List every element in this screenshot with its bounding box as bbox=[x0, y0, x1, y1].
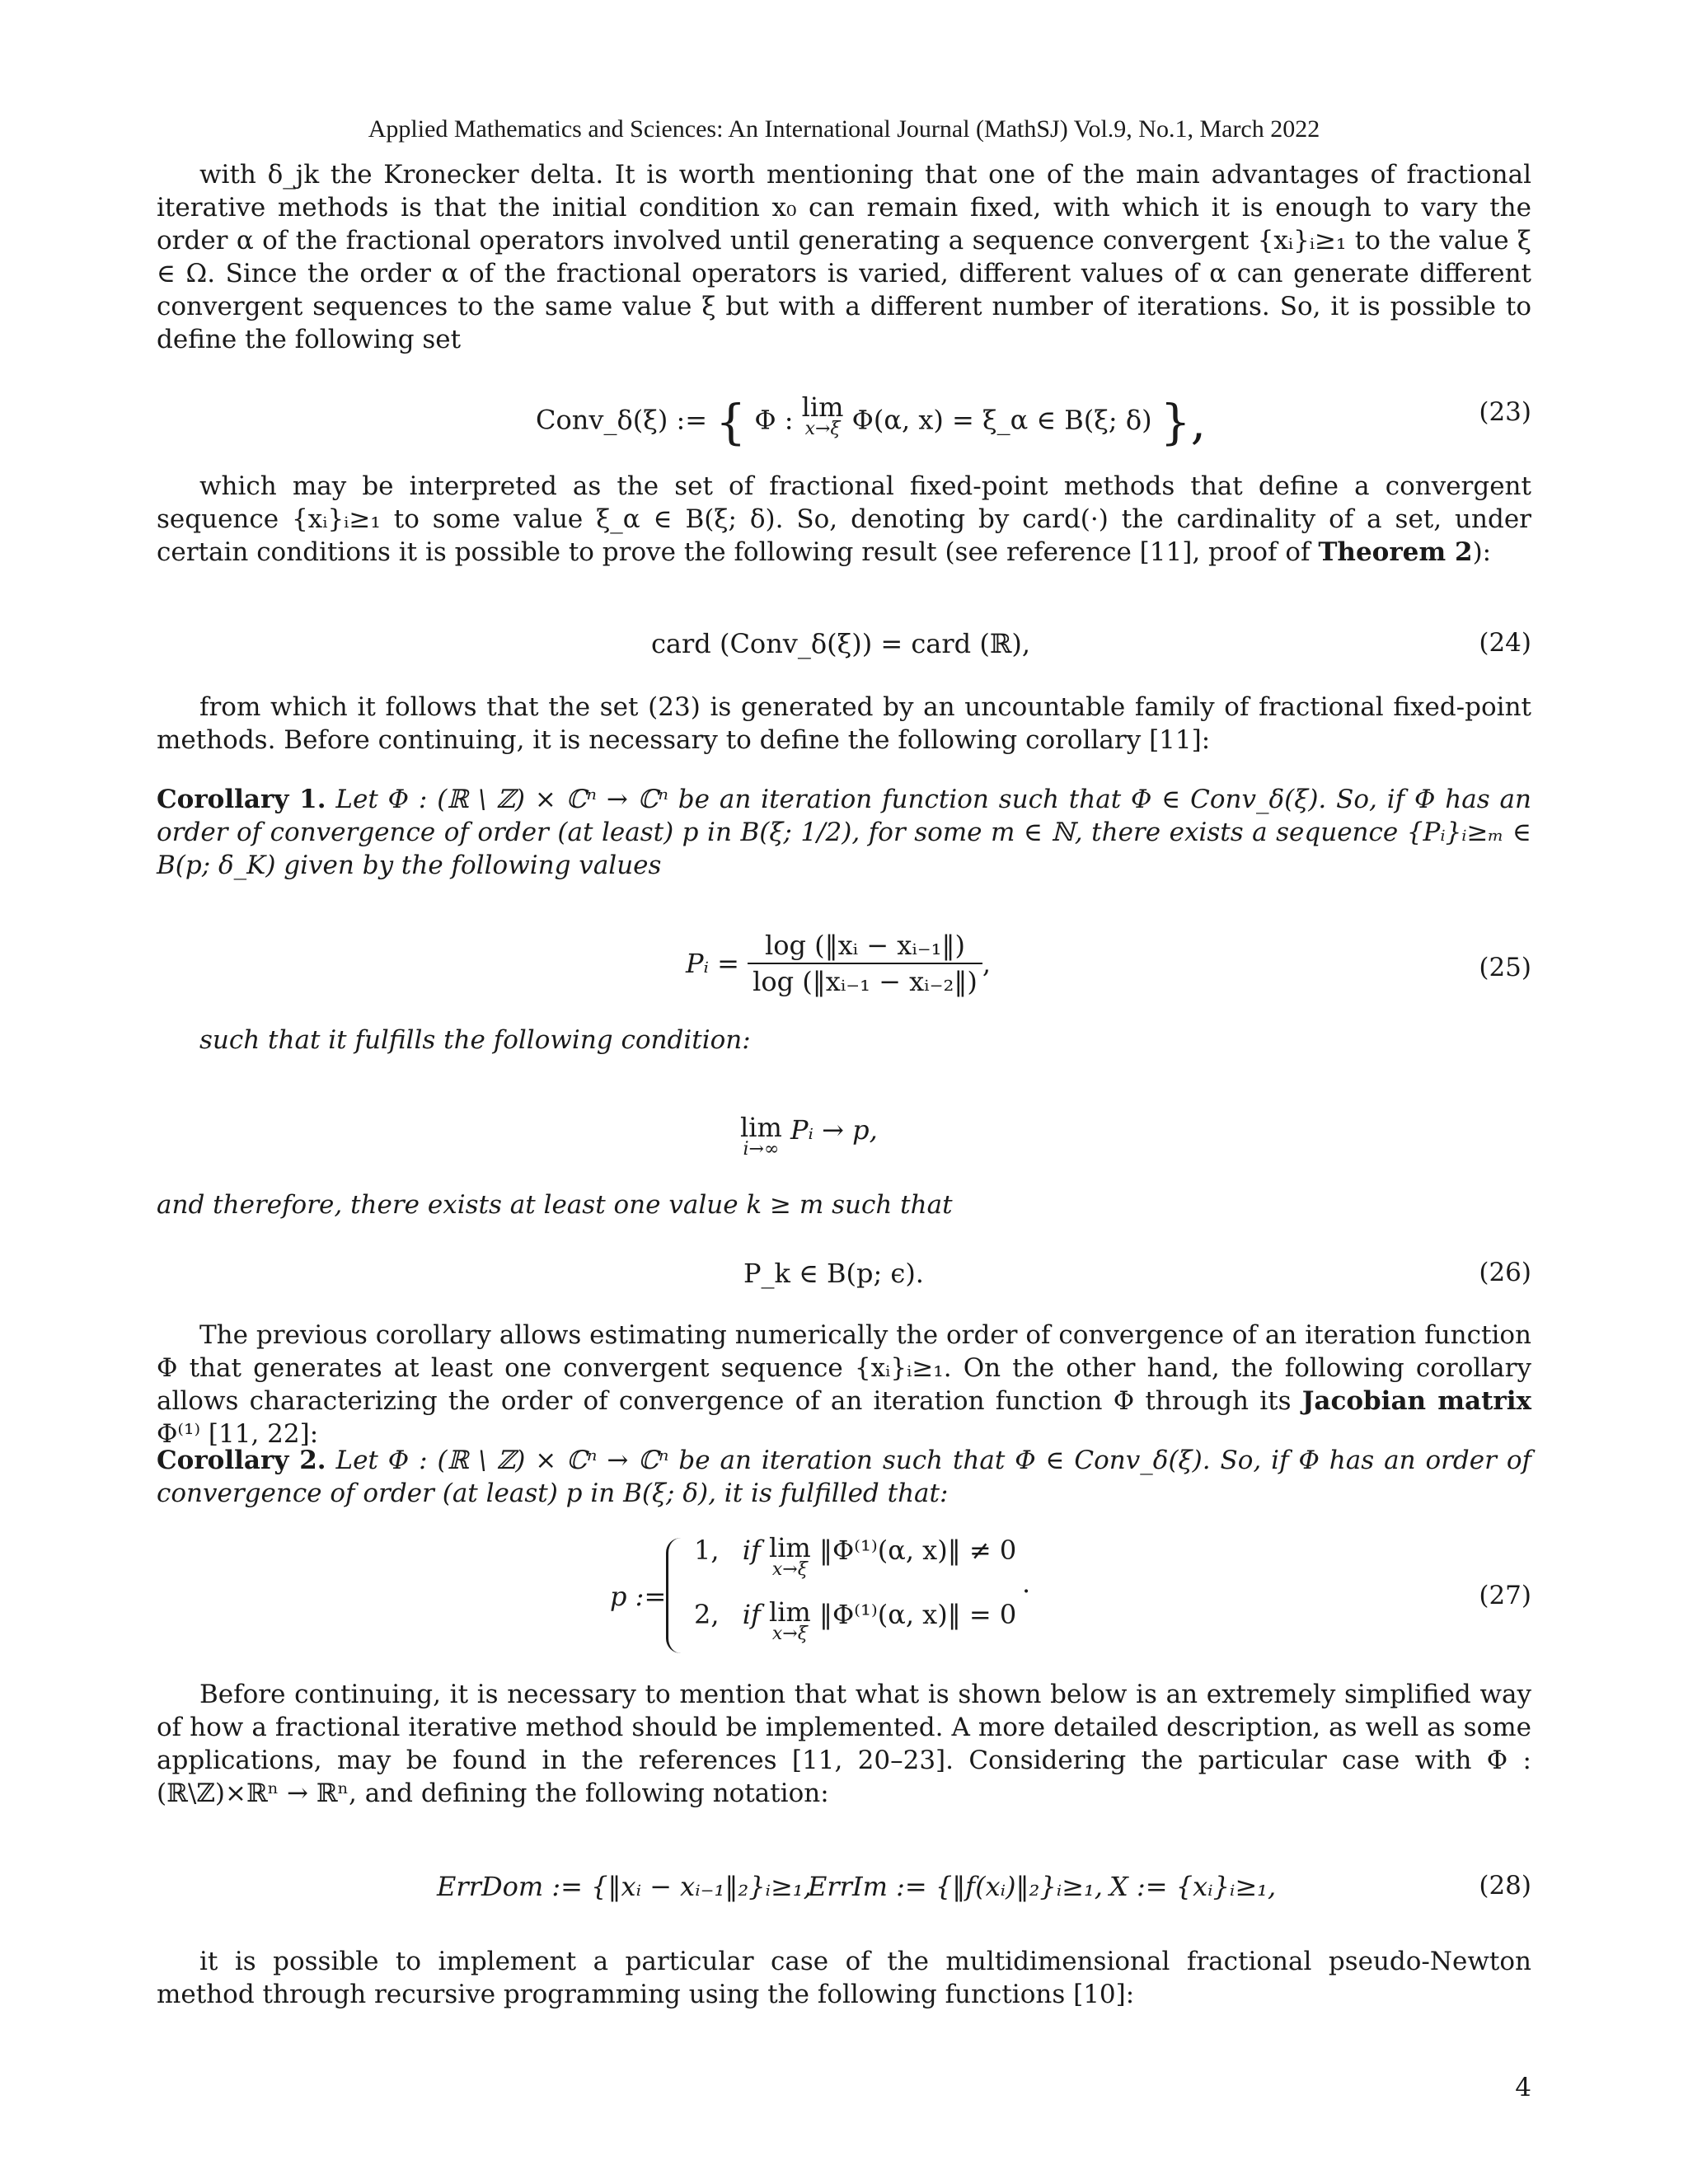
p2-text: which may be interpreted as the set of fractional fixed-point methods that define a convergent sequence {xᵢ}ᵢ≥₁ to some value ξ_α ∈ B(ξ; δ). So, denoting by card(·) the cardinality of a set, under certain conditions it is possible to prove the following result (see reference [11], proof of bbox=[157, 471, 1531, 567]
paragraph-implementation: Before continuing, it is necessary to mention that what is shown below is an extremely simplified way of how a fractional iterative method should be implemented. A more detailed description, as well as some applications, may be found in the references [11, 20–23]. Considering the particular case with Φ : (ℝ\ℤ)×ℝⁿ → ℝⁿ, and defining the following notation: bbox=[157, 1680, 1531, 1808]
eq25-denominator: log (‖xᵢ₋₁ − xᵢ₋₂‖) bbox=[753, 966, 978, 997]
corollary-2-label: Corollary 2. bbox=[157, 1446, 326, 1475]
eq28-errdom: ErrDom := {‖xᵢ − xᵢ₋₁‖₂}ᵢ≥₁, bbox=[437, 1871, 812, 1902]
eq28-number: (28) bbox=[1479, 1871, 1531, 1900]
p4-end: Φ⁽¹⁾ [11, 22]: bbox=[157, 1419, 319, 1449]
eq27-case2-lim-sub: x→ξ bbox=[771, 1624, 808, 1644]
eq27-case1-if: if bbox=[742, 1535, 761, 1566]
limit-rest: Pᵢ → p, bbox=[790, 1114, 878, 1146]
eq27-case2-rest: ‖Φ⁽¹⁾(α, x)‖ = 0 bbox=[818, 1599, 1017, 1630]
eq25-numerator: log (‖xᵢ − xᵢ₋₁‖) bbox=[748, 930, 982, 964]
eq28-x: X := {xᵢ}ᵢ≥₁, bbox=[1109, 1871, 1277, 1902]
eq23-left: Φ : bbox=[754, 404, 794, 436]
eq25-number: (25) bbox=[1479, 953, 1531, 982]
eq23-close-brace: }, bbox=[1160, 394, 1207, 450]
equation-25 bbox=[157, 930, 1531, 1012]
p2-end: ): bbox=[1472, 537, 1492, 567]
corollary-1-condition: such that it fulfills the following condition: bbox=[199, 1025, 751, 1055]
journal-header: Applied Mathematics and Sciences: An International Journal (MathSJ) Vol.9, No.1, March 2022 bbox=[368, 115, 1320, 143]
paragraph-intro: with δ_jk the Kronecker delta. It is worth mentioning that one of the main advantages of fractional iterative methods is that the initial condition x₀ can remain fixed, with which it is enough to vary the order α of the fractional operators involved until generating a sequence convergent {xᵢ}ᵢ≥₁ to the value ξ ∈ Ω. Since the order α of the fractional operators is varied, different values of α can generate different convergent sequences to the same value ξ but with a different number of iterations. So, it is possible to define the following set bbox=[157, 160, 1531, 354]
limit-word: lim bbox=[740, 1112, 782, 1143]
equation-26 bbox=[157, 1258, 1531, 1291]
p2-theorem-ref: Theorem 2 bbox=[1318, 537, 1473, 567]
paragraph-order-estimate bbox=[157, 1319, 1531, 1451]
eq27-case-1 bbox=[694, 1532, 1017, 1580]
eq27-case2-if: if bbox=[742, 1599, 761, 1630]
eq23-lim-sub: x→ξ bbox=[804, 419, 841, 439]
eq27-case2-lim bbox=[768, 1596, 811, 1644]
p4-text: The previous corollary allows estimating numerically the order of convergence of an iteration function Φ that generates at least one convergent sequence {xᵢ}ᵢ≥₁. On the other hand, the following corollary allows characterizing the order of convergence of an iteration function Φ through its bbox=[157, 1320, 1531, 1416]
eq28-errim: ErrIm := {‖f(xᵢ)‖₂}ᵢ≥₁, bbox=[808, 1871, 1103, 1902]
eq27-case2-lim-word: lim bbox=[768, 1596, 811, 1628]
limit-operator bbox=[740, 1114, 782, 1159]
equation-limit bbox=[157, 1114, 1531, 1164]
eq27-left-brace bbox=[666, 1538, 683, 1653]
eq24-number: (24) bbox=[1479, 628, 1531, 658]
eq27-lhs: p := bbox=[610, 1581, 667, 1612]
corollary-1-therefore: and therefore, there exists at least one value k ≥ m such that bbox=[157, 1190, 953, 1220]
eq24-body: card (Conv_δ(ξ)) = card (ℝ), bbox=[651, 628, 1031, 659]
eq26-number: (26) bbox=[1479, 1258, 1531, 1287]
limit-sub: i→∞ bbox=[743, 1139, 780, 1160]
eq23-number: (23) bbox=[1479, 397, 1531, 427]
paragraph-conv-set bbox=[157, 470, 1531, 569]
eq23-lim bbox=[801, 391, 844, 439]
eq25-lhs: Pᵢ = bbox=[686, 948, 739, 979]
equation-27 bbox=[157, 1532, 1531, 1658]
eq27-case1-rest: ‖Φ⁽¹⁾(α, x)‖ ≠ 0 bbox=[818, 1535, 1017, 1566]
corollary-1-text: Let Φ : (ℝ \ ℤ) × ℂⁿ → ℂⁿ be an iteration function such that Φ ∈ Conv_δ(ξ). So, if Φ has an order of convergence of order (at least) p in B(ξ; 1/2), for some m ∈ ℕ, there exists a sequence {Pᵢ}ᵢ≥ₘ ∈ B(p; δ_K) given by the following values bbox=[157, 785, 1531, 880]
equation-23 bbox=[157, 387, 1531, 450]
paragraph-uncountable: from which it follows that the set (23) is generated by an uncountable family of fractional fixed-point methods. Before continuing, it is necessary to define the following corollary [11]: bbox=[157, 692, 1531, 755]
corollary-2 bbox=[157, 1444, 1531, 1510]
eq23-lim-word: lim bbox=[801, 391, 844, 423]
eq27-case1-value: 1, bbox=[694, 1535, 720, 1566]
corollary-1-label: Corollary 1. bbox=[157, 785, 326, 814]
eq27-case1-lim-sub: x→ξ bbox=[771, 1559, 808, 1580]
eq25-fraction bbox=[748, 930, 982, 997]
paragraph-recursive: it is possible to implement a particular case of the multidimensional fractional pseudo-Newton method through recursive programming using the following functions [10]: bbox=[157, 1947, 1531, 2009]
eq27-case1-lim bbox=[768, 1532, 811, 1580]
eq27-case-2 bbox=[694, 1596, 1017, 1644]
equation-24 bbox=[157, 628, 1531, 661]
eq27-number: (27) bbox=[1479, 1581, 1531, 1610]
eq27-case1-lim-word: lim bbox=[768, 1532, 811, 1563]
corollary-2-text: Let Φ : (ℝ \ ℤ) × ℂⁿ → ℂⁿ be an iteration such that Φ ∈ Conv_δ(ξ). So, if Φ has an order of convergence of order (at least) p in B(ξ; δ), it is fulfilled that: bbox=[157, 1446, 1532, 1508]
eq27-case2-value: 2, bbox=[694, 1599, 720, 1630]
eq23-lhs: Conv_δ(ξ) := bbox=[536, 404, 708, 436]
page-number: 4 bbox=[1515, 2073, 1531, 2102]
corollary-1 bbox=[157, 783, 1531, 882]
eq23-open-brace: { bbox=[715, 394, 747, 450]
equation-28 bbox=[157, 1871, 1531, 1912]
eq26-body: P_k ∈ B(p; ϵ). bbox=[743, 1258, 924, 1289]
eq23-right: Φ(α, x) = ξ_α ∈ B(ξ; δ) bbox=[851, 404, 1152, 436]
paper-page bbox=[157, 0, 1531, 2184]
p4-jacobian: Jacobian matrix bbox=[1301, 1386, 1532, 1416]
eq27-tail: . bbox=[1022, 1568, 1031, 1599]
eq25-tail: , bbox=[982, 948, 991, 979]
